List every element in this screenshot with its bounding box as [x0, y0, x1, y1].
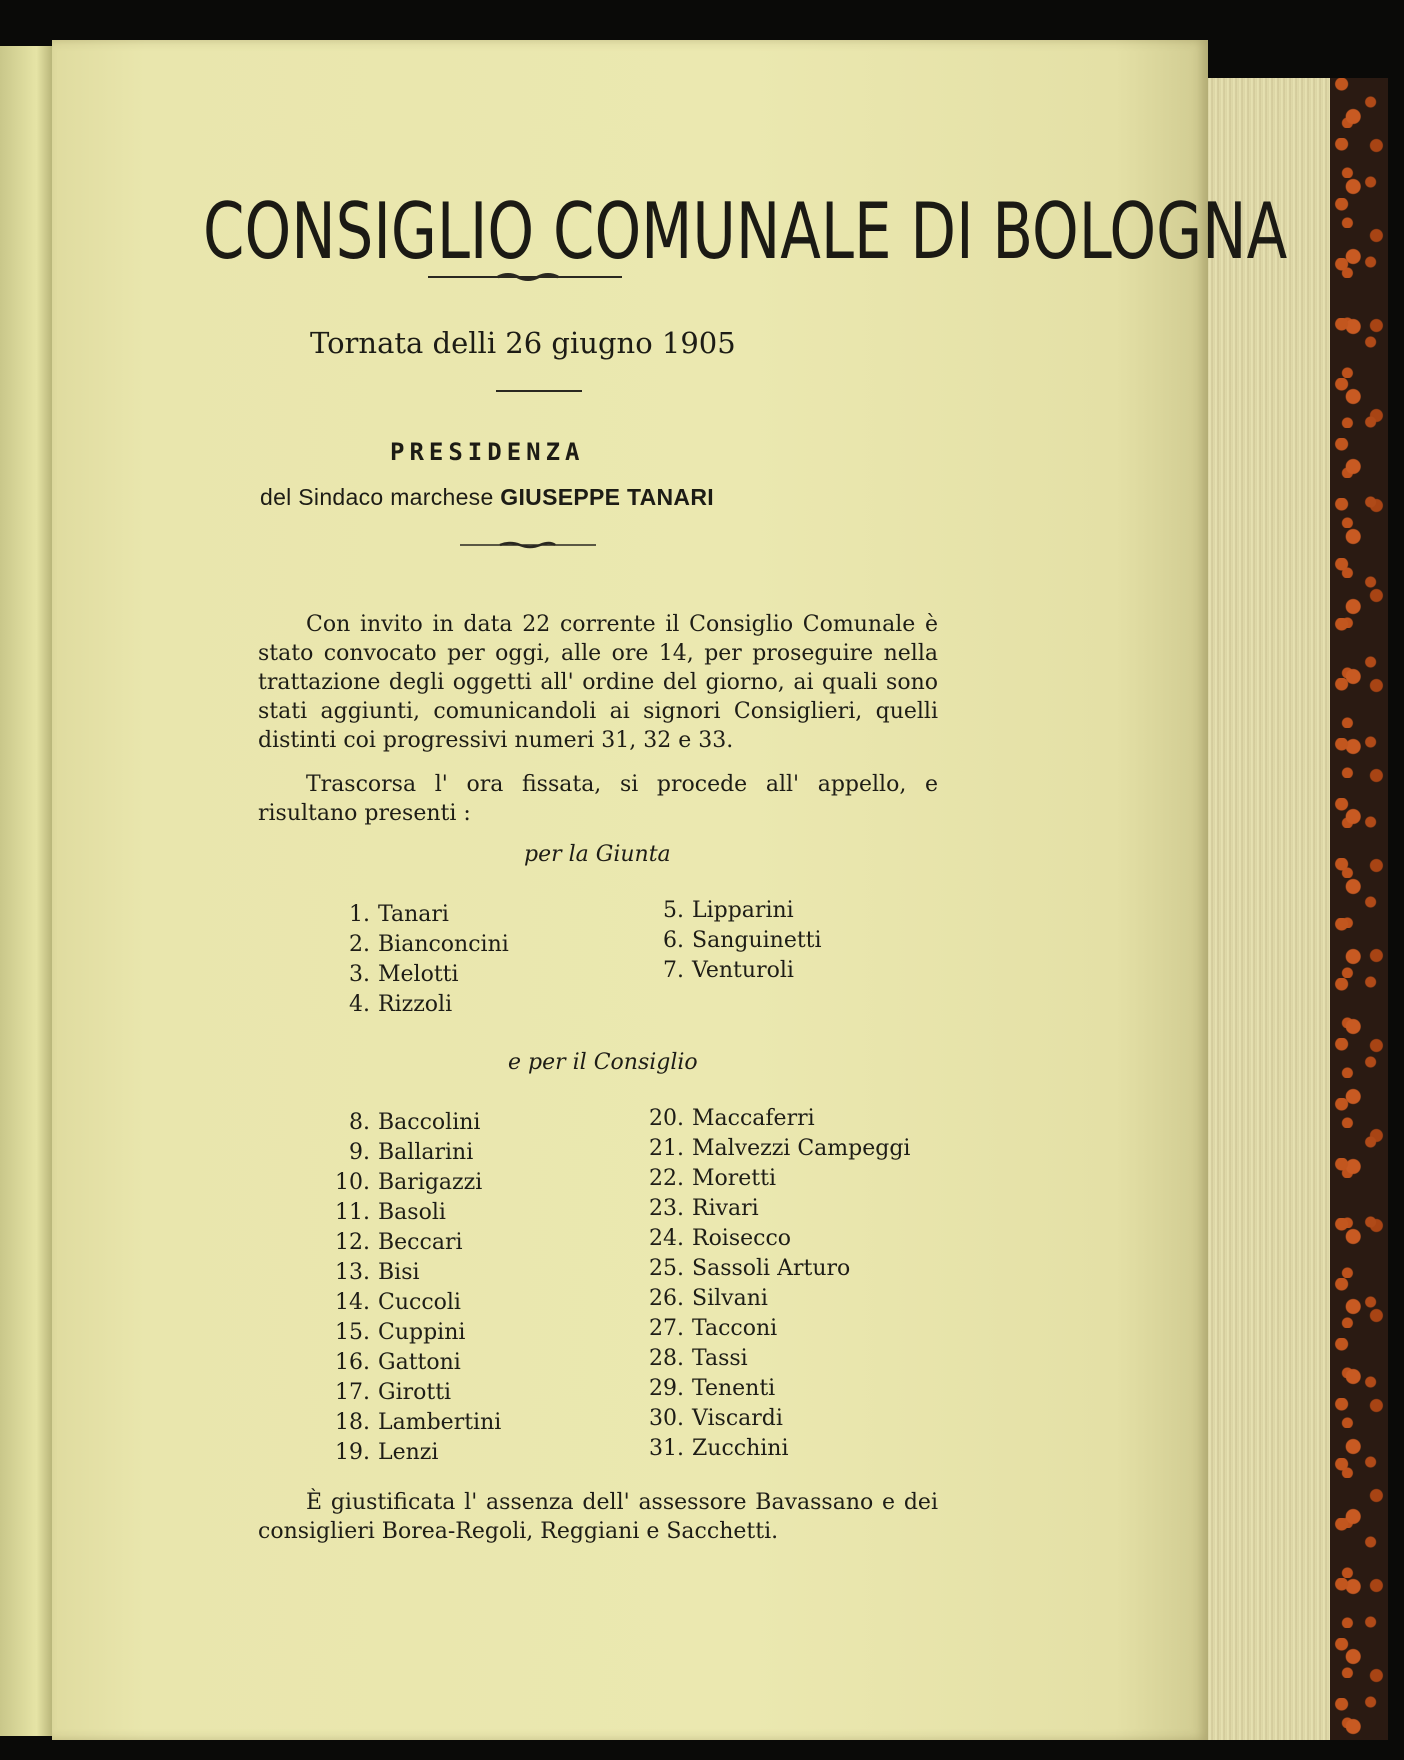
member-entry — [638, 1166, 776, 1191]
presidency-name: GIUSEPPE TANARI — [500, 484, 714, 510]
member-number: 31. — [649, 1436, 684, 1461]
member-name: Silvani — [692, 1286, 768, 1311]
member-number: 10. — [335, 1170, 370, 1195]
member-name: Beccari — [378, 1230, 463, 1255]
member-name: Maccaferri — [692, 1106, 815, 1131]
roll-call-paragraph: Trascorsa l' ora fissata, si procede all' appello, e risultano presenti : — [258, 772, 938, 826]
member-number: 13. — [335, 1260, 370, 1285]
member-number: 1. — [349, 902, 370, 927]
member-number: 9. — [349, 1140, 370, 1165]
member-number: 28. — [649, 1346, 684, 1371]
member-number: 24. — [649, 1226, 684, 1251]
member-entry — [324, 1350, 461, 1375]
member-name: Lipparini — [692, 898, 794, 923]
member-entry — [324, 1380, 451, 1405]
member-entry — [324, 932, 509, 957]
member-name: Tacconi — [692, 1316, 778, 1341]
member-entry — [638, 1136, 910, 1161]
absence-paragraph: È giustificata l' assenza dell' assessore Bavassano e dei consiglieri Borea-Regoli, Reggiani e Sacchetti. — [258, 1490, 938, 1544]
member-entry — [324, 1290, 461, 1315]
member-name: Lambertini — [378, 1410, 502, 1435]
presidency-prefix: del Sindaco marchese — [260, 484, 494, 510]
title-flourish — [428, 272, 622, 282]
member-entry — [638, 1376, 775, 1401]
convocation-paragraph: Con invito in data 22 corrente il Consiglio Comunale è stato convocato per oggi, alle ore 14, per proseguire nella trattazione degli oggetti all' ordine del giorno, ai quali sono stati aggiunti, comunicandoli ai signori Consiglieri, quelli distinti coi progressivi numeri 31, 32 e 33. — [258, 612, 938, 753]
member-entry — [324, 1140, 473, 1165]
member-number: 15. — [335, 1320, 370, 1345]
member-name: Venturoli — [692, 958, 794, 983]
member-entry — [638, 1406, 783, 1431]
member-number: 4. — [349, 992, 370, 1017]
member-number: 20. — [649, 1106, 684, 1131]
sitting-rule — [496, 390, 582, 392]
member-name: Basoli — [378, 1200, 446, 1225]
member-name: Zucchini — [692, 1436, 789, 1461]
presidency-flourish — [460, 540, 596, 550]
member-name: Sassoli Arturo — [692, 1256, 851, 1281]
member-entry — [324, 1410, 501, 1435]
member-number: 19. — [335, 1440, 370, 1465]
member-number: 11. — [335, 1200, 370, 1225]
member-entry — [638, 1286, 768, 1311]
member-name: Cuppini — [378, 1320, 466, 1345]
marbled-cover — [1330, 78, 1388, 1740]
member-number: 30. — [649, 1406, 684, 1431]
sitting-date: Tornata delli 26 giugno 1905 — [310, 326, 736, 360]
member-name: Lenzi — [378, 1440, 439, 1465]
member-entry — [324, 1440, 438, 1465]
member-number: 5. — [663, 898, 684, 923]
member-number: 14. — [335, 1290, 370, 1315]
member-name: Sanguinetti — [692, 928, 822, 953]
document-page — [52, 40, 1208, 1740]
member-name: Ballarini — [378, 1140, 474, 1165]
member-number: 12. — [335, 1230, 370, 1255]
member-entry — [638, 1256, 850, 1281]
member-entry — [638, 898, 794, 923]
member-number: 21. — [649, 1136, 684, 1161]
member-name: Bianconcini — [378, 932, 509, 957]
member-entry — [324, 992, 452, 1017]
member-number: 2. — [349, 932, 370, 957]
member-entry — [638, 1106, 815, 1131]
member-number: 23. — [649, 1196, 684, 1221]
giunta-heading: per la Giunta — [524, 842, 671, 867]
member-number: 29. — [649, 1376, 684, 1401]
member-entry — [324, 902, 449, 927]
member-entry — [324, 1320, 465, 1345]
member-name: Bisi — [378, 1260, 420, 1285]
member-name: Moretti — [692, 1166, 777, 1191]
member-number: 18. — [335, 1410, 370, 1435]
member-name: Rivari — [692, 1196, 759, 1221]
member-number: 27. — [649, 1316, 684, 1341]
member-number: 16. — [335, 1350, 370, 1375]
member-name: Roisecco — [692, 1226, 792, 1251]
member-name: Barigazzi — [378, 1170, 483, 1195]
member-entry — [324, 1230, 463, 1255]
member-entry — [324, 1200, 446, 1225]
member-entry — [638, 958, 794, 983]
member-number: 8. — [349, 1110, 370, 1135]
member-number: 22. — [649, 1166, 684, 1191]
member-entry — [638, 1316, 777, 1341]
member-name: Melotti — [378, 962, 459, 987]
member-name: Viscardi — [692, 1406, 783, 1431]
member-number: 25. — [649, 1256, 684, 1281]
member-entry — [638, 1196, 759, 1221]
member-entry — [324, 1110, 480, 1135]
presidency-line — [260, 484, 714, 511]
member-name: Cuccoli — [378, 1290, 461, 1315]
council-title: CONSIGLIO COMUNALE DI BOLOGNA — [203, 186, 1288, 277]
member-number: 6. — [663, 928, 684, 953]
member-number: 7. — [663, 958, 684, 983]
member-name: Baccolini — [378, 1110, 481, 1135]
member-name: Malvezzi Campeggi — [692, 1136, 911, 1161]
member-entry — [638, 1346, 748, 1371]
member-number: 17. — [335, 1380, 370, 1405]
member-name: Gattoni — [378, 1350, 461, 1375]
member-entry — [324, 1260, 420, 1285]
member-entry — [324, 962, 459, 987]
member-entry — [638, 1436, 789, 1461]
member-name: Tassi — [692, 1346, 748, 1371]
member-number: 3. — [349, 962, 370, 987]
member-number: 26. — [649, 1286, 684, 1311]
consiglio-heading: e per il Consiglio — [508, 1050, 698, 1075]
member-name: Tenenti — [692, 1376, 776, 1401]
member-entry — [324, 1170, 482, 1195]
presidency-label: PRESIDENZA — [390, 438, 585, 466]
member-name: Rizzoli — [378, 992, 453, 1017]
member-name: Tanari — [378, 902, 449, 927]
left-page-edge — [0, 46, 52, 1736]
member-name: Girotti — [378, 1380, 452, 1405]
member-entry — [638, 1226, 791, 1251]
member-entry — [638, 928, 822, 953]
